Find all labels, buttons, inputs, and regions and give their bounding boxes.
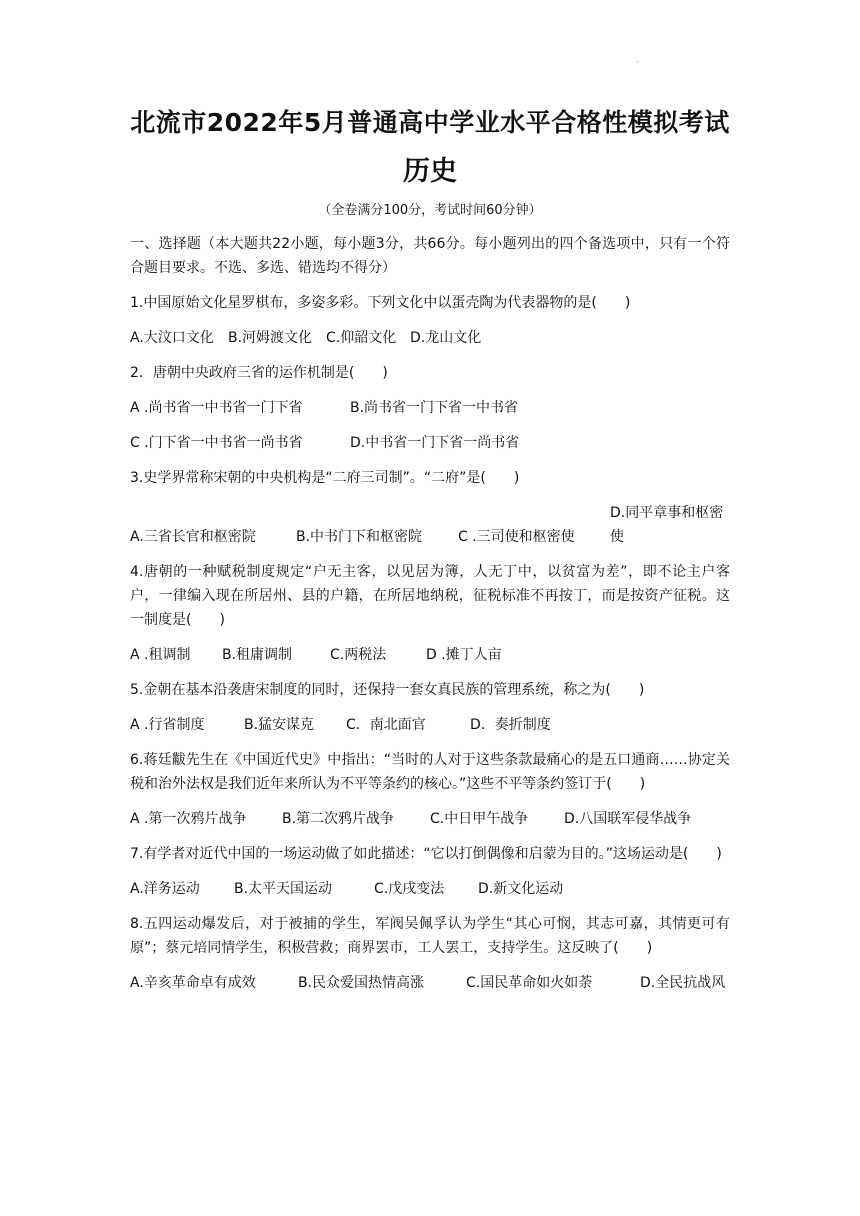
option-d: D.龙山文化 — [410, 330, 482, 346]
question-8-options — [130, 971, 730, 995]
option-d: D．奏折制度 — [470, 717, 551, 733]
option-b: B.民众爱国热情高涨 — [298, 975, 425, 991]
option-c: C .三司使和枢密使 — [458, 529, 575, 545]
option-d: D.同平章事和枢密使 — [610, 505, 724, 545]
option-a: A.大汶口文化 — [130, 330, 214, 346]
score-time-note: （全卷满分100分，考试时间60分钟） — [318, 203, 542, 218]
option-a: A.三省长官和枢密院 — [130, 529, 256, 545]
option-c: C .门下省一中书省一尚书省 — [130, 435, 303, 451]
option-b: B.租庸调制 — [222, 647, 293, 663]
question-2-stem: 2．唐朝中央政府三省的运作机制是( ) — [130, 365, 388, 381]
option-d: D.新文化运动 — [478, 881, 564, 897]
question-7-stem: 7.有学者对近代中国的一场运动做了如此描述：“它以打倒偶像和启蒙为目的。”这场运动是( ) — [130, 846, 722, 862]
option-b: B.第二次鸦片战争 — [282, 811, 395, 827]
option-d: D.八国联军侵华战争 — [564, 811, 692, 827]
option-b: B.中书门下和枢密院 — [296, 529, 423, 545]
exam-title: 北流市2022年5月普通高中学业水平合格性模拟考试 — [130, 108, 730, 137]
option-a: A .行省制度 — [130, 717, 205, 733]
option-c: C.中日甲午战争 — [430, 811, 529, 827]
section-intro: 一、选择题（本大题共22小题，每小题3分，共66分。每小题列出的四个备选项中，只有一个符合题目要求。不选、多选、错选均不得分） — [130, 236, 730, 276]
subject-title: 历史 — [403, 156, 457, 187]
option-d: D.全民抗战风 — [640, 975, 726, 991]
option-c: C．南北面官 — [346, 717, 426, 733]
option-c: C.两税法 — [330, 647, 387, 663]
question-8-stem: 8.五四运动爆发后，对于被捕的学生，军阀吴佩孚认为学生“其心可悯，其志可嘉，其情更可有原”；蔡元培同情学生，积极营救；商界罢市，工人罢工，支持学生。这反映了( ) — [130, 916, 730, 956]
option-c: C.国民革命如火如荼 — [466, 975, 593, 991]
question-6-stem: 6.蒋廷黻先生在《中国近代史》中指出：“当时的人对于这些条款最痛心的是五口通商……协定关税和治外法权是我们近年来所认为不平等条约的核心。”这些不平等条约签订于( ) — [130, 752, 730, 792]
question-3-options — [130, 501, 730, 549]
option-d: D .摊丁人亩 — [426, 647, 502, 663]
option-c: C.仰韶文化 — [326, 330, 397, 346]
option-b: B.猛安谋克 — [244, 717, 315, 733]
question-7-options — [130, 877, 730, 901]
question-1-options — [130, 326, 730, 350]
option-a: A .租调制 — [130, 647, 191, 663]
question-3-stem: 3.史学界常称宋朝的中央机构是“二府三司制”。“二府”是( ) — [130, 470, 520, 486]
option-b: B.太平天国运动 — [234, 881, 333, 897]
option-a: A .尚书省一中书省一门下省 — [130, 400, 303, 416]
page-dot-mark: · — [636, 58, 639, 67]
option-a: A.洋务运动 — [130, 881, 200, 897]
question-5-options — [130, 713, 730, 737]
question-2-options-row2 — [130, 431, 730, 455]
option-d: D.中书省一门下省一尚书省 — [350, 435, 520, 451]
option-a: A.辛亥革命卓有成效 — [130, 975, 256, 991]
question-5-stem: 5.金朝在基本沿袭唐宋制度的同时，还保持一套女真民族的管理系统，称之为( ) — [130, 682, 645, 698]
question-1-stem: 1.中国原始文化星罗棋布，多姿多彩。下列文化中以蛋壳陶为代表器物的是( ) — [130, 295, 631, 311]
question-6-options — [130, 807, 730, 831]
question-4-options — [130, 643, 730, 667]
option-c: C.戊戌变法 — [374, 881, 445, 897]
question-4-stem: 4.唐朝的一种赋税制度规定“户无主客，以见居为簿，人无丁中，以贫富为差”，即不论主户客户，一律编入现在所居州、县的户籍，在所居地纳税，征税标准不再按丁，而是按资产征税。这一制度是( ) — [130, 564, 730, 628]
exam-page — [130, 0, 730, 995]
option-a: A .第一次鸦片战争 — [130, 811, 247, 827]
option-b: B.尚书省一门下省一中书省 — [350, 400, 519, 416]
option-b: B.河姆渡文化 — [228, 330, 313, 346]
question-2-options-row1 — [130, 396, 730, 420]
